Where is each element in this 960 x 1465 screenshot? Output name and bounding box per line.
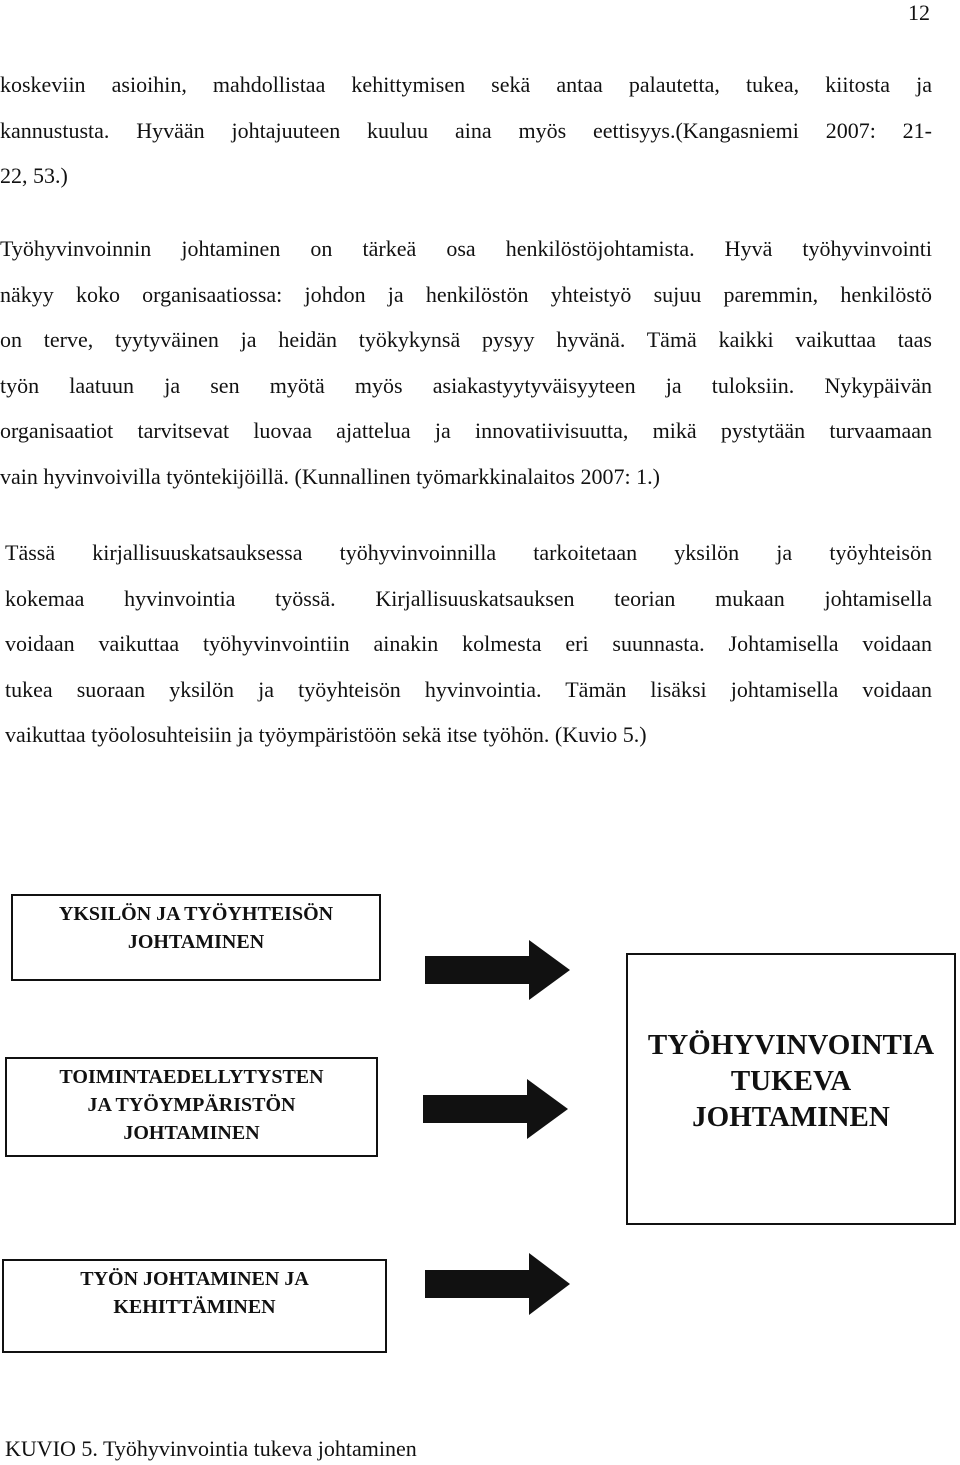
- paragraph-2-line: Työhyvinvoinnin johtaminen on tärkeä osa henkilöstöjohtamista. Hyvä työhyvinvointi: [0, 236, 932, 261]
- paragraph-1-line: 22, 53.): [0, 163, 68, 188]
- box-text: JOHTAMINEN: [127, 931, 265, 953]
- paragraph-3-line: Tässä kirjallisuuskatsauksessa työhyvinvoinnilla tarkoitetaan yksilön ja työyhteisön: [5, 540, 932, 565]
- paragraph-2-line: työn laatuun ja sen myötä myös asiakastyytyväisyyteen ja tuloksiin. Nykypäivän: [0, 372, 932, 398]
- paragraph-2-line: on terve, tyytyväinen ja heidän työkykynsä pysyy hyvänä. Tämä kaikki vaikuttaa taas: [0, 327, 932, 352]
- paragraph-3-line: kokemaa hyvinvointia työssä. Kirjallisuuskatsauksen teorian mukaan johtamisella: [5, 585, 932, 611]
- box-text: JOHTAMINEN: [123, 1122, 260, 1144]
- box-text: KEHITTÄMINEN: [113, 1296, 276, 1318]
- paragraph-3-line: voidaan vaikuttaa työhyvinvointiin ainakin kolmesta eri suunnasta. Johtamisella voidaan: [5, 631, 932, 656]
- box-individual-community-leadership: [11, 894, 381, 981]
- box-text: JOHTAMINEN: [692, 1101, 890, 1133]
- box-conditions-environment-leadership: [5, 1057, 378, 1157]
- paragraph-1-line: koskeviin asioihin, mahdollistaa kehittymisen sekä antaa palautetta, tukea, kiitosta ja: [0, 72, 932, 97]
- paragraph-1-line: kannustusta. Hyvään johtajuuteen kuuluu aina myös eettisyys.(Kangasniemi 2007: 21-: [0, 117, 932, 143]
- paragraph-2-line: organisaatiot tarvitsevat luovaa ajattelua ja innovatiivisuutta, mikä pystytään turvaamaan: [0, 418, 932, 443]
- box-text: TOIMINTAEDELLYTYSTEN: [59, 1066, 324, 1088]
- arrow-right-icon: [425, 940, 570, 1000]
- paragraph-3-line: vaikuttaa työolosuhteisiin ja työympäristöön sekä itse työhön. (Kuvio 5.): [5, 722, 647, 747]
- page-number: 12: [908, 0, 930, 25]
- box-text: JA TYÖYMPÄRISTÖN: [87, 1094, 296, 1116]
- paragraph-3: [5, 530, 932, 758]
- paragraph-2-line: näkyy koko organisaatiossa: johdon ja henkilöstön yhteistyö sujuu paremmin, henkilöstö: [0, 281, 932, 307]
- paragraph-1: [0, 62, 932, 199]
- box-work-leadership-development: [2, 1259, 387, 1353]
- arrow-shape: [425, 940, 570, 1000]
- box-wellbeing-supporting-leadership: [626, 953, 956, 1225]
- box-text: TYÖN JOHTAMINEN JA: [80, 1268, 309, 1290]
- arrow-shape: [423, 1079, 568, 1139]
- paragraph-2: [0, 226, 932, 499]
- paragraph-3-line: tukea suoraan yksilön ja työyhteisön hyvinvointia. Tämän lisäksi johtamisella voidaan: [5, 676, 932, 702]
- figure-caption: KUVIO 5. Työhyvinvointia tukeva johtaminen: [5, 1436, 417, 1461]
- arrow-right-icon: [425, 1253, 570, 1315]
- paragraph-2-line: vain hyvinvoivilla työntekijöillä. (Kunnallinen työmarkkinalaitos 2007: 1.): [0, 463, 660, 489]
- box-text: TYÖHYVINVOINTIA: [647, 1029, 935, 1061]
- box-text: TUKEVA: [730, 1065, 852, 1097]
- box-text: YKSILÖN JA TYÖYHTEISÖN: [58, 903, 334, 925]
- arrow-right-icon: [423, 1079, 568, 1139]
- arrow-shape: [425, 1253, 570, 1315]
